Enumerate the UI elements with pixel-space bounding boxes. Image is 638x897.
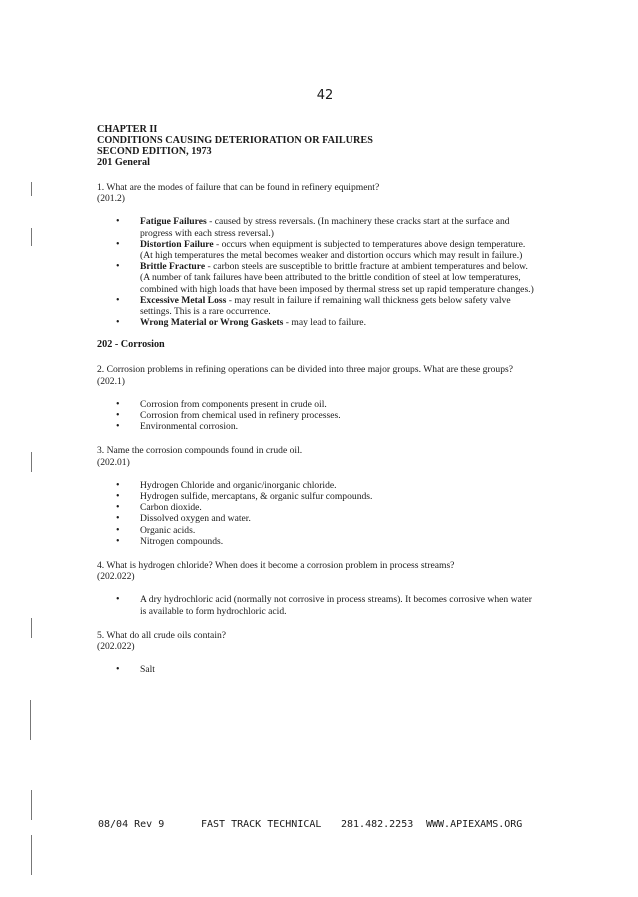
question-5-reference: (202.022) — [97, 641, 135, 653]
chapter-title: CONDITIONS CAUSING DETERIORATION OR FAILURES — [97, 135, 373, 146]
footer-revision: 08/04 Rev 9 — [98, 819, 165, 830]
list-item: • Dissolved oxygen and water. — [97, 513, 537, 524]
list-item: • Brittle Fracture - carbon steels are susceptible to brittle fracture at ambient temperatures and below. (A number of tank failures have been attributed to the brittle condition of steel at low temperatures, combined with high loads that have been imposed by thermal stress set up rapid temperature changes.) — [97, 261, 537, 295]
question-1: 1. What are the modes of failure that can be found in refinery equipment? — [97, 182, 380, 193]
edition-label: SECOND EDITION, 1973 — [97, 146, 212, 157]
list-item: • Excessive Metal Loss - may result in failure if remaining wall thickness gets below safety valve settings. This is a rare occurrence. — [97, 295, 537, 317]
list-item: • Fatigue Failures - caused by stress reversals. (In machinery these cracks start at the surface and progress with each stress reversal.) — [97, 216, 537, 238]
list-item: • Environmental corrosion. — [97, 421, 537, 432]
question-2: 2. Corrosion problems in refining operations can be divided into three major groups. What are these groups? — [97, 364, 513, 376]
scan-mark — [31, 452, 32, 472]
list-item: • Hydrogen sulfide, mercaptans, & organic sulfur compounds. — [97, 491, 537, 502]
list-item: • Corrosion from chemical used in refinery processes. — [97, 410, 537, 421]
question-4-reference: (202.022) — [97, 571, 135, 583]
page-number: 42 — [316, 88, 334, 103]
footer-phone: 281.482.2253 — [341, 819, 414, 830]
list-item: • Wrong Material or Wrong Gaskets - may lead to failure. — [97, 317, 537, 328]
question-3: 3. Name the corrosion compounds found in crude oil. — [97, 445, 303, 457]
question-3-reference: (202.01) — [97, 456, 130, 468]
scan-mark — [31, 618, 32, 638]
question-5: 5. What do all crude oils contain? — [97, 629, 227, 641]
question-4: 4. What is hydrogen chloride? When does it become a corrosion problem in process streams? — [97, 560, 455, 572]
list-item: • Distortion Failure - occurs when equipment is subjected to temperatures above design temperature. (At high temperatures the metal becomes weaker and distortion occurs which may result in failure.) — [97, 239, 537, 261]
list-item: • A dry hydrochloric acid (normally not corrosive in process streams). It becomes corrosive when water is available to form hydrochloric acid. — [97, 594, 537, 616]
scan-mark — [31, 182, 32, 196]
question-4-answers — [97, 594, 537, 616]
question-2-answers — [97, 399, 537, 433]
list-item: • Hydrogen Chloride and organic/inorganic chloride. — [97, 480, 537, 491]
footer-website: WWW.APIEXAMS.ORG — [426, 819, 523, 830]
question-5-answers — [97, 664, 537, 675]
question-3-answers — [97, 480, 537, 547]
list-item: • Corrosion from components present in crude oil. — [97, 399, 537, 410]
list-item: • Salt — [97, 664, 537, 675]
document-body — [97, 124, 537, 676]
footer-company: FAST TRACK TECHNICAL — [201, 819, 322, 830]
list-item: • Nitrogen compounds. — [97, 536, 537, 547]
scan-mark — [31, 228, 32, 246]
question-1-reference: (201.2) — [97, 193, 125, 205]
section-heading-201: 201 General — [97, 157, 150, 168]
list-item: • Carbon dioxide. — [97, 502, 537, 513]
section-heading-202: 202 - Corrosion — [97, 339, 165, 351]
question-1-answers — [97, 216, 537, 328]
scan-mark — [31, 790, 32, 820]
list-item: • Organic acids. — [97, 525, 537, 536]
scan-mark — [30, 700, 31, 740]
question-2-reference: (202.1) — [97, 375, 125, 387]
scan-mark — [31, 835, 32, 875]
chapter-label: CHAPTER II — [97, 124, 158, 135]
